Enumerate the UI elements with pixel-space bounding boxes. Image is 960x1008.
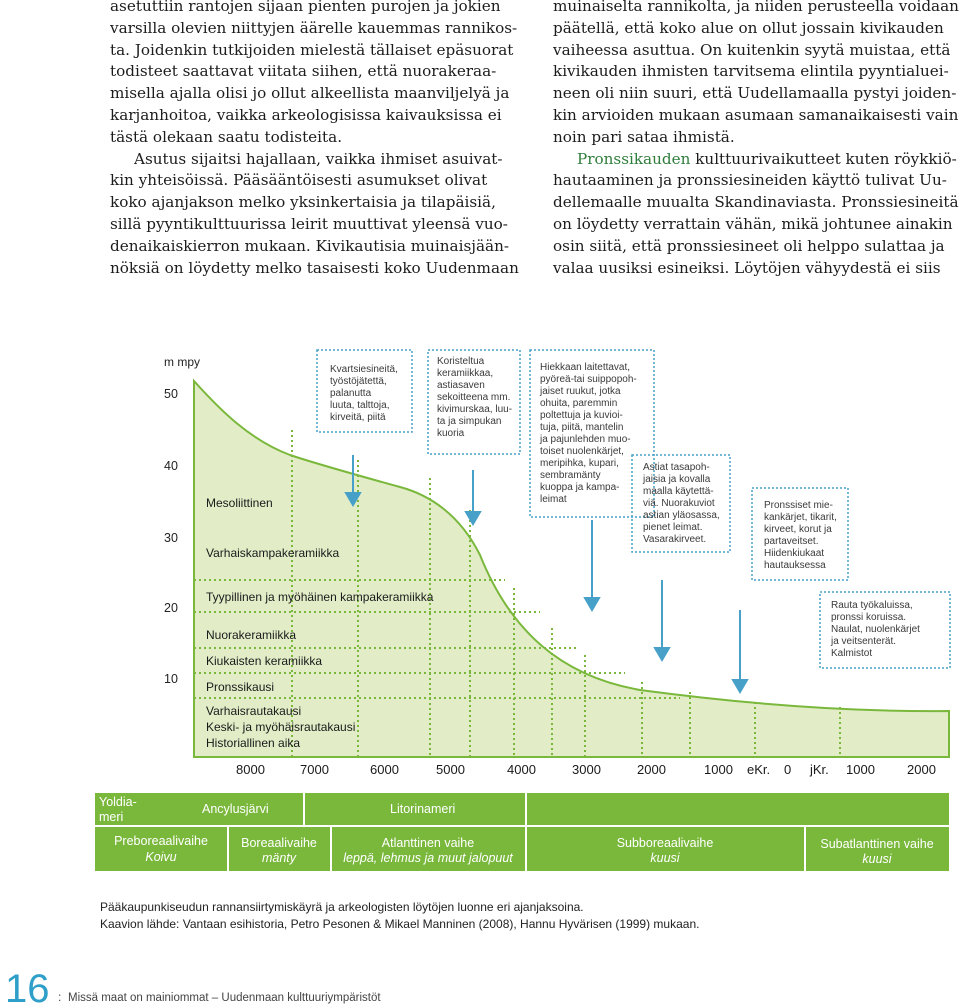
x-tick-label: 2000 xyxy=(907,762,936,777)
stage-label: Ancylusjärvi xyxy=(202,802,269,816)
stage-label: Preboreaalivaihe xyxy=(114,834,208,848)
x-tick-label: 0 xyxy=(784,762,792,777)
x-tick-label: 2000 xyxy=(637,762,666,777)
stage-label: Litorinameri xyxy=(390,802,456,816)
text-line: varsilla olevien niittyjen äärelle kauemmas rannikos- xyxy=(110,18,518,37)
period-label: Varhaiskampakeramiikka xyxy=(206,546,340,560)
period-label: Nuorakeramiikka xyxy=(206,628,297,642)
period-label: Keski- ja myöhäisrautakausi xyxy=(206,720,356,734)
callout-text: Kvartsiesineitä, työstöjätettä, palanutta luuta, talttoja, kirveitä, piitä xyxy=(330,364,398,423)
text-fragment: kulttuurivaikutteet kuten röykkiö- xyxy=(695,149,957,168)
stage-label: Boreaalivaihe xyxy=(241,836,317,850)
stage-tree: mänty xyxy=(261,851,297,865)
text-line: koko ajanjakson melko yksinkertaisia ja tilapäisiä, xyxy=(110,193,496,212)
callout-text: Hiekkaan laitettavat, pyöreä-tai suippopoh- jaiset ruukut, jotka ohuita, paremmin poltettuja ja kuvioi- tuja, piitä, mantelin ja pajunlehden muo- toiset nuolenkärjet, meripihka, kupari, sembramänty kuoppa ja kampa- leimat xyxy=(540,362,637,505)
text-line: kin yhteisöissä. Pääsääntöisesti asumukset olivat xyxy=(110,171,488,190)
text-line: on löydetty verrattain vähän, mikä johtunee ainakin xyxy=(553,214,953,233)
text-line: karjanhoitoa, vaikka arkeologisissa kaivauksissa ei xyxy=(110,105,502,124)
x-tick-label: 8000 xyxy=(236,762,265,777)
text-line: ta. Joidenkin tutkijoiden mielestä tällaiset epäsuorat xyxy=(110,40,514,59)
text-line: dellemaalle muualta Skandinaviasta. Pronssiesineitä xyxy=(553,193,959,212)
text-line: noin pari sataa ihmistä. xyxy=(553,127,735,146)
text-line: denaikaiskierron mukaan. Kivikautisia muinaisjään- xyxy=(110,236,509,255)
x-tick-label: 4000 xyxy=(507,762,536,777)
period-label: Kiukaisten keramiikka xyxy=(206,654,323,668)
footer-separator: : xyxy=(58,990,62,1004)
stage-tree: leppä, lehmus ja muut jalopuut xyxy=(343,851,513,865)
text-line: nöksiä on löydetty melko tasaisesti koko Uudenmaan xyxy=(110,258,519,277)
x-tick-label: 1000 xyxy=(846,762,875,777)
text-line: muinaiselta rannikolta, ja niiden perusteella voidaan xyxy=(553,0,959,15)
period-label: Pronssikausi xyxy=(206,680,275,694)
x-tick-label: 5000 xyxy=(436,762,465,777)
highlight-word: Pronssikauden xyxy=(577,149,691,168)
period-label: Mesoliittinen xyxy=(206,496,273,510)
text-line: neen oli niin suuri, että Uudellamaalla pystyi joiden- xyxy=(553,84,957,103)
x-tick-label: 3000 xyxy=(572,762,601,777)
text-line: asetuttiin rantojen sijaan pienten purojen ja jokien xyxy=(110,0,501,15)
period-label: Tyypillinen ja myöhäinen kampakeramiikka xyxy=(206,590,434,604)
y-tick-label: 10 xyxy=(164,672,178,686)
stage-label: Atlanttinen vaihe xyxy=(381,836,475,850)
stage-label: Yoldia- meri xyxy=(99,795,137,824)
text-line: vaiheessa asuttua. On kuitenkin syytä muistaa, että xyxy=(553,40,951,59)
text-line: todisteet saattavat viitata siihen, että nuorakeraa- xyxy=(110,62,497,81)
callout-text: Astiat tasapoh- jaisia ja kovalla maalla käytettä- viä. Nuorakuviot astian yläosassa, pienet leimat. Vasarakirveet. xyxy=(643,462,720,545)
text-line: päätellä, että koko alue on ollut jossain kivikauden xyxy=(553,18,944,37)
text-line: misella ajalla olisi jo ollut alkeellista maanviljelyä ja xyxy=(110,84,510,103)
stage-tree: Koivu xyxy=(145,850,177,864)
callout-text: Rauta työkaluissa, pronssi koruissa. Naulat, nuolenkärjet ja veitsenterät. Kalmistot xyxy=(831,600,920,659)
x-tick-label: 6000 xyxy=(370,762,399,777)
text-line: Asutus sijaitsi hajallaan, vaikka ihmiset asuivat- xyxy=(134,149,503,168)
text-line: kin arvioiden mukaan asumaan samanaikaisesti vain xyxy=(553,105,959,124)
text-line: sillä pyyntikulttuurissa leirit muuttivat yleensä vuo- xyxy=(110,214,508,233)
x-tick-label: 7000 xyxy=(300,762,329,777)
x-tick-label: eKr. xyxy=(747,762,771,777)
stage-tree: kuusi xyxy=(862,852,892,866)
text-line: hautaaminen ja pronssiesineiden käyttö tulivat Uu- xyxy=(553,171,947,190)
period-label: Varhaisrautakausi xyxy=(206,704,302,718)
x-tick-label: jKr. xyxy=(810,762,829,777)
y-tick-label: 30 xyxy=(164,531,178,545)
y-tick-label: 20 xyxy=(164,601,178,615)
page-number: 16 xyxy=(5,967,50,1008)
callout-text: Pronssiset mie- kankärjet, tikarit, kirveet, korut ja partaveitset. Hiidenkiukaat hautauksessa xyxy=(764,500,837,571)
stage-label: Subatlanttinen vaihe xyxy=(820,837,934,851)
y-axis-unit: m mpy xyxy=(164,355,200,369)
callout-text: Koristeltua keramiikkaa, astiasaven sekoitteena mm. kivimurskaa, luu- ta ja simpukan kuoria xyxy=(437,356,513,439)
x-tick-label: 1000 xyxy=(704,762,733,777)
text-line: valaa uusiksi esineiksi. Löytöjen vähyydestä ei siis xyxy=(553,258,941,277)
y-tick-label: 50 xyxy=(164,387,178,401)
period-label: Historiallinen aika xyxy=(206,736,301,750)
footer-book-title: Missä maat on mainiommat – Uudenmaan kulttuuriympäristöt xyxy=(68,992,381,1004)
text-line: tästä olekaan saatu todisteita. xyxy=(110,127,343,146)
stage-tree: kuusi xyxy=(650,851,680,865)
figure-caption: Pääkaupunkiseudun rannansiirtymiskäyrä ja arkeologisten löytöjen luonne eri ajanjaksoina. xyxy=(100,900,584,914)
stage-label: Subboreaalivaihe xyxy=(616,836,714,850)
text-line: osin siitä, että pronssiesineet oli helppo sulattaa ja xyxy=(553,236,945,255)
y-tick-label: 40 xyxy=(164,459,178,473)
figure-caption: Kaavion lähde: Vantaan esihistoria, Petro Pesonen & Mikael Manninen (2008), Hannu Hyvärisen (1999) mukaan. xyxy=(100,917,700,931)
text-line: kivikauden ihmisten tarvitsema elintila pyyntialuei- xyxy=(553,62,949,81)
